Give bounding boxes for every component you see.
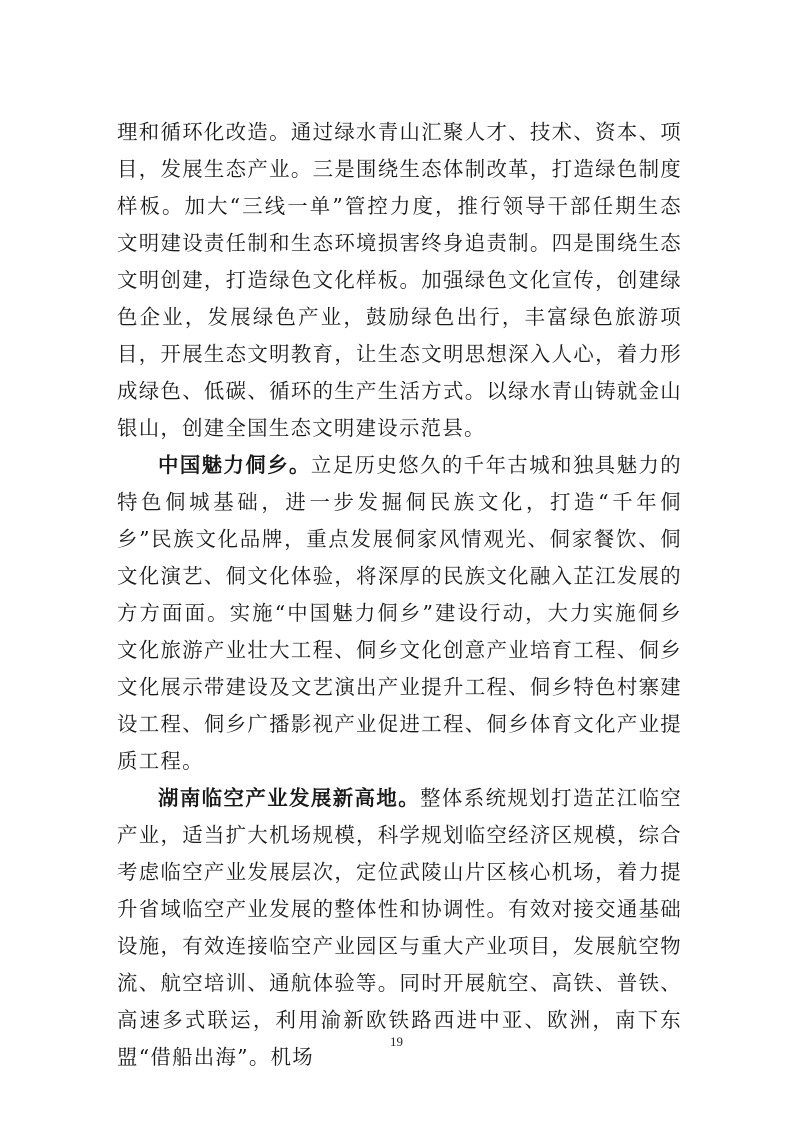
page-number: 19 (390, 1034, 403, 1049)
paragraph-text: 整体系统规划打造芷江临空产业，适当扩大机场规模，科学规划临空经济区规模，综合考虑临空产业发展层次，定位武陵山片区核心机场，着力提升省域临空产业发展的整体性和协调性。有效对接交通基础设施，有效连接临空产业园区与重大产业项目，发展航空物流、航空培训、通航体验等。同时开展航空、高铁、普铁、高速多式联运，利用渝新欧铁路西进中亚、欧洲，南下东盟“借船出海”。机场 (117, 786, 682, 1069)
paragraph-text: 立足历史悠久的千年古城和独具魅力的特色侗城基础，进一步发掘侗民族文化，打造“千年侗乡”民族文化品牌，重点发展侗家风情观光、侗家餐饮、侗文化演艺、侗文化体验，将深厚的民族文化融入芷江发展的方方面面。实施“中国魅力侗乡”建设行动，大力实施侗乡文化旅游产业壮大工程、侗乡文化创意产业培育工程、侗乡文化展示带建设及文艺演出产业提升工程、侗乡特色村寨建设工程、侗乡广播影视产业促进工程、侗乡体育文化产业提质工程。 (117, 453, 682, 773)
paragraph-heading: 湖南临空产业发展新高地。 (158, 786, 421, 810)
paragraph-continuation (117, 114, 682, 447)
paragraph-airport-industry (117, 780, 682, 1076)
body-text (117, 114, 682, 1076)
paragraph-dong-village (117, 447, 682, 780)
paragraph-heading: 中国魅力侗乡。 (158, 453, 311, 477)
paragraph-text: 理和循环化改造。通过绿水青山汇聚人才、技术、资本、项目，发展生态产业。三是围绕生态体制改革，打造绿色制度样板。加大“三线一单”管控力度，推行领导干部任期生态文明建设责任制和生态环境损害终身追责制。四是围绕生态文明创建，打造绿色文化样板。加强绿色文化宣传，创建绿色企业，发展绿色产业，鼓励绿色出行，丰富绿色旅游项目，开展生态文明教育，让生态文明思想深入人心，着力形成绿色、低碳、循环的生产生活方式。以绿水青山铸就金山银山，创建全国生态文明建设示范县。 (117, 120, 682, 440)
